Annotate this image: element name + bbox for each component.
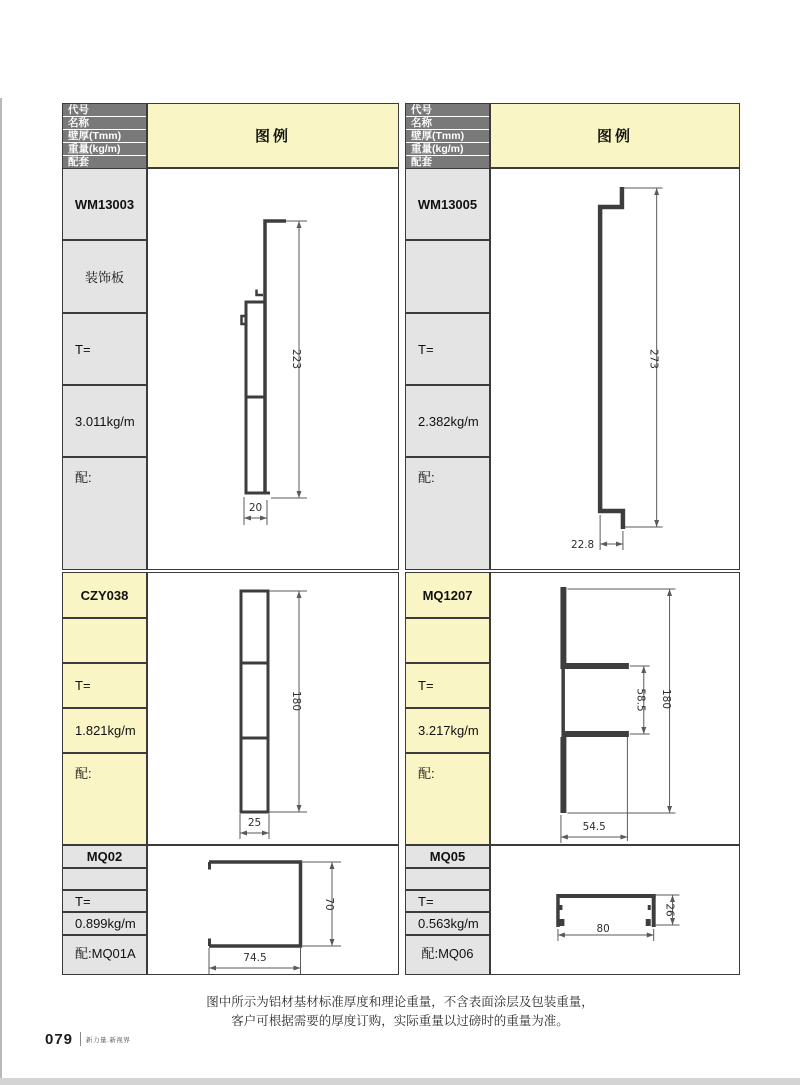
- dim-label: 180: [660, 688, 673, 710]
- footnote-line-1: 图中所示为铝材基材标准厚度和理论重量，不含表面涂层及包装重量，: [206, 995, 594, 1009]
- dim-label: 223: [290, 348, 302, 370]
- header-label-match: 配套: [406, 156, 489, 168]
- cell-code: CZY038: [62, 572, 147, 618]
- dim-label: 25: [247, 817, 262, 829]
- cell-code: WM13003: [62, 168, 147, 240]
- cell-thickness: T=: [62, 890, 147, 912]
- cell-weight: 3.011kg/m: [62, 385, 147, 457]
- footer-slogan: 新力量.新视界: [86, 1036, 131, 1044]
- drawing-mq05: [490, 845, 740, 975]
- dim-label: 20: [248, 502, 263, 514]
- page-edge-line: [0, 98, 2, 1078]
- cell-weight: 0.899kg/m: [62, 912, 147, 935]
- header-label-match: 配套: [63, 156, 146, 168]
- drawing-mq02: [147, 845, 399, 975]
- spec-table-left: [62, 103, 399, 975]
- cell-name: [62, 618, 147, 663]
- cell-name: [405, 618, 490, 663]
- dim-label: 22.8: [571, 538, 595, 552]
- header-label-name: 名称: [406, 117, 489, 129]
- cell-match: 配:: [62, 457, 147, 570]
- cell-thickness: T=: [62, 663, 147, 708]
- cell-weight: 3.217kg/m: [405, 708, 490, 753]
- cell-match: 配:MQ06: [405, 935, 490, 975]
- legend-header: 图例: [490, 103, 740, 168]
- cell-name: [405, 240, 490, 313]
- footnote: [0, 993, 800, 1031]
- cell-name: 装饰板: [62, 240, 147, 313]
- drawing-czy038: [147, 572, 399, 845]
- page-bottom-edge: [0, 1078, 800, 1085]
- footnote-line-2: 客户可根据需要的厚度订购，实际重量以过磅时的重量为准。: [231, 1014, 569, 1028]
- cell-thickness: T=: [405, 663, 490, 708]
- cell-match: 配:: [405, 457, 490, 570]
- cell-weight: 2.382kg/m: [405, 385, 490, 457]
- dim-label: 80: [596, 922, 610, 936]
- cell-match: 配:: [62, 753, 147, 845]
- drawing-mq1207: [490, 572, 740, 845]
- header-label-code: 代号: [63, 104, 146, 116]
- cell-name: [62, 868, 147, 890]
- dim-label: 26: [663, 903, 676, 917]
- dim-label: 273: [647, 348, 660, 370]
- cell-thickness: T=: [405, 890, 490, 912]
- dim-label: 70: [323, 897, 335, 911]
- cell-weight: 0.563kg/m: [405, 912, 490, 935]
- page-number: 079: [45, 1030, 74, 1048]
- footer-divider: [80, 1032, 81, 1046]
- header-label-column: [405, 103, 490, 168]
- header-label-weight: 重量(kg/m): [63, 143, 146, 155]
- cell-code: MQ02: [62, 845, 147, 868]
- header-label-thickness: 壁厚(Tmm): [63, 130, 146, 142]
- cell-thickness: T=: [405, 313, 490, 385]
- header-label-thickness: 壁厚(Tmm): [406, 130, 489, 142]
- header-label-weight: 重量(kg/m): [406, 143, 489, 155]
- cell-thickness: T=: [62, 313, 147, 385]
- cell-name: [405, 868, 490, 890]
- cell-code: MQ05: [405, 845, 490, 868]
- legend-header: 图例: [147, 103, 399, 168]
- cell-match: 配:MQ01A: [62, 935, 147, 975]
- dim-label: 58.5: [634, 688, 647, 712]
- header-label-name: 名称: [63, 117, 146, 129]
- cell-code: WM13005: [405, 168, 490, 240]
- dim-label: 180: [290, 690, 302, 712]
- dim-label: 74.5: [243, 952, 267, 964]
- header-label-column: [62, 103, 147, 168]
- spec-table-right: [405, 103, 740, 975]
- page-footer: [45, 1029, 130, 1049]
- drawing-wm13005: [490, 168, 740, 570]
- cell-code: MQ1207: [405, 572, 490, 618]
- header-label-code: 代号: [406, 104, 489, 116]
- cell-weight: 1.821kg/m: [62, 708, 147, 753]
- drawing-wm13003: [147, 168, 399, 570]
- dim-label: 54.5: [582, 820, 606, 834]
- cell-match: 配:: [405, 753, 490, 845]
